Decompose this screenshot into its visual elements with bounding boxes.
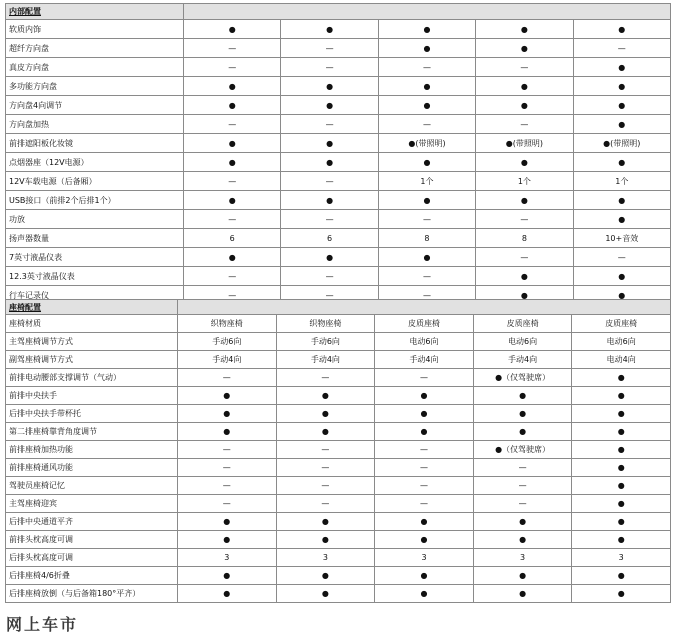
row-value: ● (476, 191, 573, 210)
row-value: ● (178, 405, 277, 423)
row-value: ● (378, 248, 475, 267)
row-value: — (573, 39, 670, 58)
row-value: ● (572, 387, 671, 405)
row-value: 电动6向 (473, 333, 572, 351)
row-value: — (184, 210, 281, 229)
row-value: 1个 (476, 172, 573, 191)
row-value: ● (281, 20, 378, 39)
row-label: 前排座椅通风功能 (6, 459, 178, 477)
row-value: — (378, 58, 475, 77)
row-value: ● (476, 153, 573, 172)
row-value: ● (573, 286, 670, 305)
row-value: — (276, 477, 375, 495)
row-value: ● (573, 77, 670, 96)
row-value: 6 (281, 229, 378, 248)
row-value: ● (573, 96, 670, 115)
row-value: ● (573, 210, 670, 229)
row-value: ● (573, 191, 670, 210)
row-value: ● (378, 153, 475, 172)
table-row (6, 248, 671, 267)
row-value: ● (473, 513, 572, 531)
row-value: 3 (572, 549, 671, 567)
row-value: — (476, 58, 573, 77)
row-value: ● (276, 585, 375, 603)
table-row (6, 20, 671, 39)
row-value: ● (476, 267, 573, 286)
row-value: ● (572, 477, 671, 495)
row-value: ● (178, 567, 277, 585)
row-label: 行车记录仪 (6, 286, 184, 305)
row-value: ● (281, 96, 378, 115)
row-value: ● (184, 77, 281, 96)
row-value: ● (573, 115, 670, 134)
table-row (6, 77, 671, 96)
row-value: ● (276, 513, 375, 531)
row-label: 12.3英寸液晶仪表 (6, 267, 184, 286)
row-value: 手动4向 (276, 351, 375, 369)
row-value: ● (375, 387, 474, 405)
row-value: — (281, 172, 378, 191)
seat-config-table (5, 299, 671, 603)
row-value: — (473, 477, 572, 495)
row-value: 1个 (573, 172, 670, 191)
row-value: ● (276, 405, 375, 423)
table-row (6, 405, 671, 423)
row-value: — (281, 267, 378, 286)
row-value: ● (184, 191, 281, 210)
table-row (6, 549, 671, 567)
row-value: 1个 (378, 172, 475, 191)
row-value: 3 (375, 549, 474, 567)
row-label: 前排座椅加热功能 (6, 441, 178, 459)
table-row (6, 477, 671, 495)
row-value: — (276, 369, 375, 387)
row-label: 座椅材质 (6, 315, 178, 333)
row-value: — (375, 459, 474, 477)
table-row (6, 585, 671, 603)
row-value: ● (178, 531, 277, 549)
row-value: ● (375, 531, 474, 549)
row-value: ● (572, 369, 671, 387)
row-value: ● (473, 423, 572, 441)
section-header (6, 4, 671, 20)
row-value: — (184, 39, 281, 58)
row-label: 方向盘加热 (6, 115, 184, 134)
row-value: — (276, 495, 375, 513)
row-value: ● (178, 513, 277, 531)
row-label: 后排头枕高度可调 (6, 549, 178, 567)
table-row (6, 210, 671, 229)
row-label: 点烟器座（12V电源） (6, 153, 184, 172)
row-value: ● (573, 58, 670, 77)
row-value: — (184, 172, 281, 191)
row-value: 电动6向 (572, 333, 671, 351)
section-title: 内部配置 (6, 4, 184, 20)
row-value: ● (378, 77, 475, 96)
table-row (6, 567, 671, 585)
row-label: 多功能方向盘 (6, 77, 184, 96)
row-value: ● (178, 423, 277, 441)
row-value: — (378, 286, 475, 305)
row-value: ●（仅驾驶席） (473, 441, 572, 459)
row-value: — (178, 495, 277, 513)
row-label: 前排电动腰部支撑调节（气动） (6, 369, 178, 387)
row-label: 软质内饰 (6, 20, 184, 39)
table-row (6, 459, 671, 477)
row-value: ●(带照明) (573, 134, 670, 153)
row-value: — (281, 210, 378, 229)
table-row (6, 333, 671, 351)
table-row (6, 315, 671, 333)
row-label: 方向盘4向调节 (6, 96, 184, 115)
row-value: — (375, 477, 474, 495)
row-value: ● (572, 495, 671, 513)
row-value: — (476, 210, 573, 229)
table-row (6, 423, 671, 441)
interior-config-table (5, 3, 671, 305)
row-value: ● (572, 405, 671, 423)
row-value: ● (473, 387, 572, 405)
row-value: — (178, 441, 277, 459)
row-value: ● (378, 96, 475, 115)
section-header (6, 300, 671, 315)
row-value: ● (573, 267, 670, 286)
table-row (6, 229, 671, 248)
table-row (6, 267, 671, 286)
row-label: 12V车载电源（后备厢） (6, 172, 184, 191)
table-row (6, 495, 671, 513)
row-value: ● (473, 531, 572, 549)
row-label: 后排座椅4/6折叠 (6, 567, 178, 585)
row-value: ● (184, 248, 281, 267)
row-value: — (184, 286, 281, 305)
table-row (6, 172, 671, 191)
row-value: — (375, 369, 474, 387)
table-row (6, 39, 671, 58)
row-label: 后排座椅放倒（与后备箱180°平齐） (6, 585, 178, 603)
row-value: 10+音效 (573, 229, 670, 248)
row-value: ● (281, 134, 378, 153)
row-value: — (184, 115, 281, 134)
row-value: — (178, 369, 277, 387)
row-value: ● (476, 77, 573, 96)
row-value: ● (375, 567, 474, 585)
row-value: ●(带照明) (476, 134, 573, 153)
row-value: — (476, 248, 573, 267)
table-row (6, 191, 671, 210)
row-value: ● (276, 423, 375, 441)
row-label: 前排头枕高度可调 (6, 531, 178, 549)
row-value: 电动6向 (375, 333, 474, 351)
row-value: ● (281, 248, 378, 267)
row-value: 手动4向 (178, 351, 277, 369)
table-row (6, 96, 671, 115)
row-value: 皮质座椅 (473, 315, 572, 333)
row-value: ● (473, 405, 572, 423)
row-value: 皮质座椅 (375, 315, 474, 333)
section-header-fill (178, 300, 671, 315)
row-label: 副驾座椅调节方式 (6, 351, 178, 369)
table-row (6, 58, 671, 77)
row-value: ● (573, 153, 670, 172)
table-row (6, 531, 671, 549)
row-value: ● (476, 39, 573, 58)
table-row (6, 351, 671, 369)
row-value: 皮质座椅 (572, 315, 671, 333)
row-value: — (378, 115, 475, 134)
row-value: — (573, 248, 670, 267)
row-value: — (184, 267, 281, 286)
row-value: ● (572, 441, 671, 459)
row-value: — (378, 210, 475, 229)
row-label: 功放 (6, 210, 184, 229)
row-value: — (281, 39, 378, 58)
row-value: ● (375, 585, 474, 603)
row-value: — (375, 495, 474, 513)
table-row (6, 153, 671, 172)
section-title: 座椅配置 (6, 300, 178, 315)
row-label: 第二排座椅靠背角度调节 (6, 423, 178, 441)
row-value: ● (572, 567, 671, 585)
row-value: ● (573, 20, 670, 39)
row-value: ● (375, 423, 474, 441)
watermark-logo: 网上车市 (6, 615, 79, 634)
row-value: ● (184, 96, 281, 115)
row-value: ● (476, 96, 573, 115)
row-value: 手动6向 (276, 333, 375, 351)
row-value: 3 (473, 549, 572, 567)
row-value: ● (375, 405, 474, 423)
row-value: 手动6向 (178, 333, 277, 351)
row-value: ●(带照明) (378, 134, 475, 153)
table-row (6, 441, 671, 459)
row-value: 手动4向 (473, 351, 572, 369)
row-label: 前排中央扶手 (6, 387, 178, 405)
section-header-fill (184, 4, 671, 20)
table-row (6, 513, 671, 531)
row-value: ● (378, 191, 475, 210)
row-label: 扬声器数量 (6, 229, 184, 248)
row-value: ● (281, 77, 378, 96)
row-value: ● (473, 585, 572, 603)
row-value: ● (276, 531, 375, 549)
row-value: 织物座椅 (276, 315, 375, 333)
row-value: 8 (476, 229, 573, 248)
row-value: 手动4向 (375, 351, 474, 369)
row-label: 前排遮阳板化妆镜 (6, 134, 184, 153)
table-row (6, 134, 671, 153)
table-row (6, 369, 671, 387)
row-value: — (276, 441, 375, 459)
table-row (6, 387, 671, 405)
row-value: ● (276, 567, 375, 585)
row-value: — (375, 441, 474, 459)
row-value: 8 (378, 229, 475, 248)
row-value: ● (572, 585, 671, 603)
row-value: ● (476, 286, 573, 305)
row-value: — (281, 286, 378, 305)
row-value: ●（仅驾驶席） (473, 369, 572, 387)
row-value: ● (184, 153, 281, 172)
row-label: 主驾座椅迎宾 (6, 495, 178, 513)
row-value: — (178, 477, 277, 495)
row-value: — (281, 115, 378, 134)
row-label: 超纤方向盘 (6, 39, 184, 58)
row-value: — (473, 459, 572, 477)
row-value: — (473, 495, 572, 513)
row-value: — (281, 58, 378, 77)
row-value: — (184, 58, 281, 77)
row-value: — (378, 267, 475, 286)
row-value: ● (184, 134, 281, 153)
row-value: ● (178, 387, 277, 405)
row-value: ● (572, 531, 671, 549)
row-value: ● (473, 567, 572, 585)
row-label: 驾驶员座椅记忆 (6, 477, 178, 495)
row-value: ● (378, 20, 475, 39)
row-label: 后排中央扶手带杯托 (6, 405, 178, 423)
row-value: ● (572, 513, 671, 531)
row-value: 3 (178, 549, 277, 567)
row-value: ● (572, 459, 671, 477)
row-label: USB接口（前排2个后排1个） (6, 191, 184, 210)
row-value: ● (276, 387, 375, 405)
row-value: 3 (276, 549, 375, 567)
row-label: 7英寸液晶仪表 (6, 248, 184, 267)
row-value: ● (378, 39, 475, 58)
row-value: — (178, 459, 277, 477)
row-value: 织物座椅 (178, 315, 277, 333)
row-value: 6 (184, 229, 281, 248)
row-value: ● (178, 585, 277, 603)
row-label: 主驾座椅调节方式 (6, 333, 178, 351)
row-label: 后排中央通道平齐 (6, 513, 178, 531)
row-value: ● (281, 191, 378, 210)
row-value: ● (281, 153, 378, 172)
row-value: ● (184, 20, 281, 39)
row-value: — (276, 459, 375, 477)
table-row (6, 115, 671, 134)
row-label: 真皮方向盘 (6, 58, 184, 77)
row-value: ● (375, 513, 474, 531)
row-value: ● (476, 20, 573, 39)
row-value: ● (572, 423, 671, 441)
row-value: 电动4向 (572, 351, 671, 369)
row-value: — (476, 115, 573, 134)
